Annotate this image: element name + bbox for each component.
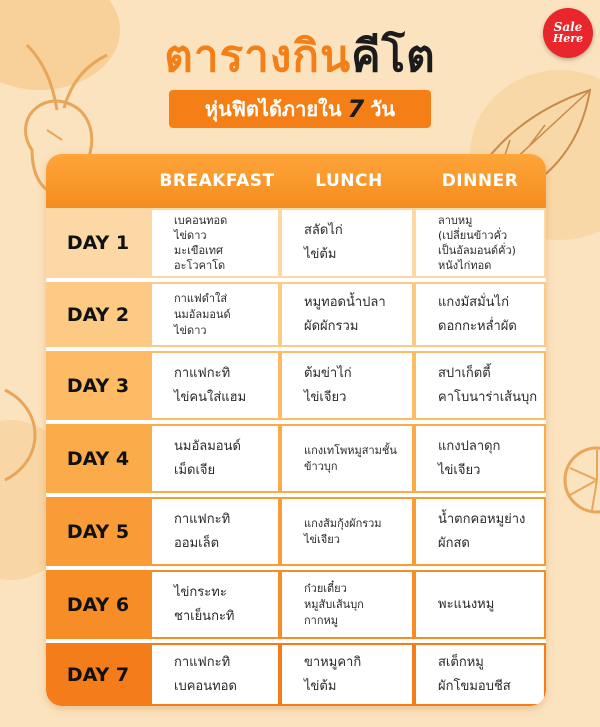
menu-item: ออมเล็ต: [174, 535, 220, 551]
lunch-cell: [282, 572, 412, 637]
logo-text: Sale: [553, 20, 583, 34]
menu-item: ไข่กระทะ: [174, 584, 227, 600]
lunch-cell: [282, 284, 412, 345]
menu-item: ไข่ต้ม: [304, 678, 337, 694]
lunch-cell: [282, 499, 412, 564]
table-row: [46, 208, 546, 278]
day-label: DAY 5: [66, 520, 130, 543]
menu-item: ชาเย็นกะทิ: [174, 608, 235, 624]
menu-item: พะแนงหมู: [438, 596, 495, 612]
menu-item: ก๋วยเตี๋ยว: [304, 581, 347, 595]
lunch-cell: [282, 426, 412, 491]
menu-item: อะโวคาโด: [174, 259, 226, 272]
day-label: DAY 3: [66, 374, 130, 397]
dinner-cell: [416, 572, 544, 637]
menu-item: กาแฟกะทิ: [174, 654, 231, 670]
menu-item: (เปลี่ยนข้าวคั่ว: [438, 229, 508, 242]
day-label: DAY 1: [66, 232, 130, 254]
table-row: [46, 424, 546, 493]
menu-item: กากหมู: [304, 613, 338, 627]
menu-item: ไข่ต้ม: [304, 247, 337, 262]
menu-item: ไข่ดาว: [174, 229, 207, 242]
menu-item: สปาเก็ตตี้: [438, 365, 491, 381]
menu-item: เบคอนทอด: [174, 678, 237, 694]
lunch-cell: [282, 353, 412, 418]
table-row: [46, 282, 546, 347]
menu-item: ต้มข่าไก่: [304, 365, 352, 381]
menu-item: ไข่ดาว: [174, 323, 207, 337]
table-row: [46, 351, 546, 420]
day-label: DAY 2: [66, 303, 130, 326]
menu-item: เป็นอัลมอนด์คั่ว): [438, 244, 516, 257]
breakfast-cell: [152, 426, 278, 491]
dinner-cell: [416, 499, 544, 564]
breakfast-cell: [152, 284, 278, 345]
table-header: [46, 154, 546, 208]
table-row: [46, 643, 546, 706]
page-title: [0, 22, 600, 92]
menu-item: ขาหมูคากิ: [304, 654, 362, 670]
breakfast-cell: [152, 645, 278, 704]
subtitle-unit: วัน: [370, 97, 396, 121]
table-row: [46, 497, 546, 566]
leaf-outline-icon: [0, 380, 50, 490]
dinner-cell: [416, 210, 544, 276]
menu-item: แกงมัสมั่นไก่: [438, 294, 509, 310]
breakfast-cell: [152, 572, 278, 637]
subtitle-text: หุ่นฟิตได้ภายใน: [204, 97, 342, 121]
menu-item: ผัดผักรวม: [304, 318, 359, 334]
menu-item: สลัดไก่: [304, 223, 343, 238]
menu-item: หมูสับเส้นบุก: [304, 597, 364, 611]
column-header-dinner: DINNER: [441, 171, 519, 191]
subtitle-number: 7: [347, 95, 365, 123]
day-label: DAY 6: [66, 593, 130, 616]
lunch-cell: [282, 645, 412, 704]
day-label: DAY 4: [66, 447, 130, 470]
subtitle-banner: [169, 90, 431, 128]
dinner-cell: [416, 645, 544, 704]
menu-item: เบคอนทอด: [174, 214, 228, 227]
menu-item: มะเขือเทศ: [174, 244, 224, 257]
menu-item: ไข่เจียว: [438, 462, 481, 478]
breakfast-cell: [152, 499, 278, 564]
menu-item: แกงปลาดุก: [438, 438, 501, 454]
menu-item: ไข่คนใส่แฮม: [174, 389, 247, 405]
menu-item: ไข่เจียว: [304, 532, 340, 546]
title-part-2: คีโต: [351, 31, 436, 82]
menu-item: กาแฟกะทิ: [174, 511, 231, 527]
menu-item: กาแฟกะทิ: [174, 365, 231, 381]
menu-item: แกงส้มกุ้งผักรวม: [304, 516, 382, 530]
column-header-lunch: LUNCH: [315, 171, 383, 191]
dinner-cell: [416, 284, 544, 345]
menu-item: ไข่เจียว: [304, 389, 347, 405]
menu-item: สเต็กหมู: [438, 654, 484, 670]
menu-item: ผักสด: [438, 535, 470, 551]
logo-text: Here: [552, 32, 584, 45]
menu-item: เม็ดเจีย: [174, 462, 216, 478]
menu-item: ลาบหมู: [438, 214, 473, 227]
menu-item: ข้าวบุก: [304, 459, 338, 473]
menu-item: นมอัลมอนด์: [174, 438, 241, 454]
lunch-cell: [282, 210, 412, 276]
table-row: [46, 570, 546, 639]
breakfast-cell: [152, 210, 278, 276]
menu-item: คาโบนาร่าเส้นบุก: [438, 389, 538, 405]
title-part-1: ตารางกิน: [164, 31, 352, 82]
menu-item: น้ำตกคอหมูย่าง: [438, 511, 526, 527]
breakfast-cell: [152, 353, 278, 418]
orange-slice-icon: [552, 440, 600, 520]
dinner-cell: [416, 426, 544, 491]
meal-plan-table: [46, 154, 546, 706]
column-header-breakfast: BREAKFAST: [159, 171, 275, 191]
menu-item: หนังไก่ทอด: [438, 259, 492, 272]
menu-item: หมูทอดน้ำปลา: [304, 294, 386, 310]
menu-item: นมอัลมอนด์: [174, 307, 231, 321]
day-label: DAY 7: [66, 663, 130, 686]
menu-item: กาแฟดำใส่: [174, 291, 228, 305]
menu-item: ผักโขมอบชีส: [438, 678, 511, 694]
menu-item: ดอกกะหล่ำผัด: [438, 318, 517, 334]
menu-item: แกงเทโพหมูสามชั้น: [304, 443, 397, 457]
dinner-cell: [416, 353, 544, 418]
